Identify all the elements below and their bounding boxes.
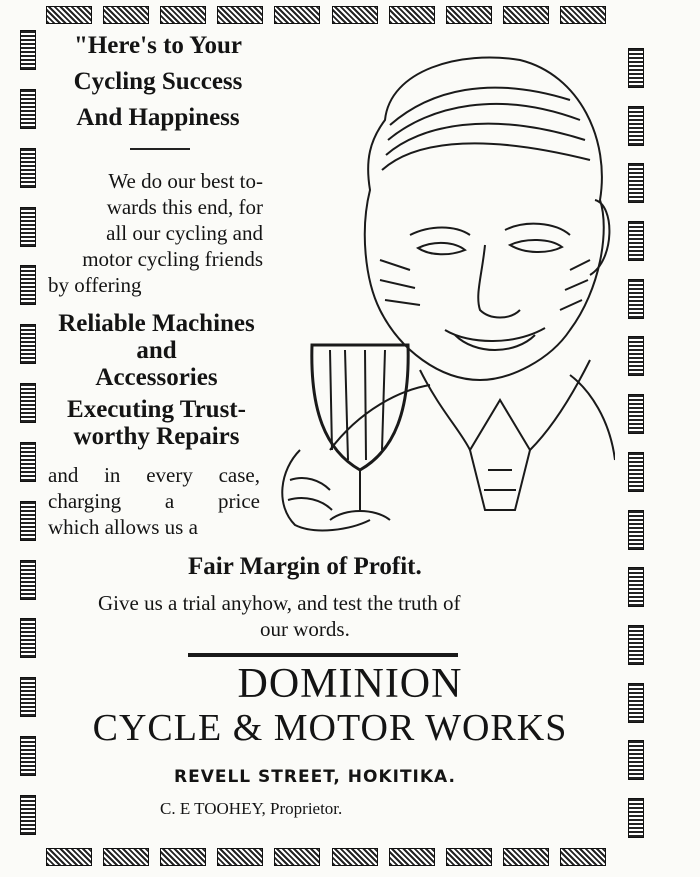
offer-line: and [136, 337, 177, 364]
headline [48, 28, 268, 136]
headline-line: And Happiness [76, 104, 240, 131]
headline-rule [130, 148, 190, 150]
offer-line: Executing Trust- [67, 396, 246, 423]
trial-text [98, 590, 588, 642]
intro-text [48, 168, 263, 298]
offer-line: worthy Repairs [73, 423, 240, 450]
business-name-line: CYCLE & MOTOR WORKS [92, 707, 568, 749]
business-name [40, 662, 620, 750]
intro-line: wards this end, for [106, 195, 263, 219]
intro-line: all our cycling and [106, 221, 263, 245]
offer-line: Reliable Machines [58, 310, 255, 337]
left-border [20, 30, 34, 835]
price-line: charging a price [48, 489, 260, 513]
price-line: and in every case, [48, 463, 260, 487]
address-text: REVELL STREET, HOKITIKA. [174, 767, 456, 787]
intro-line: by offering [48, 273, 142, 297]
offer-line: Accessories [95, 364, 218, 391]
fair-margin-text: Fair Margin of Profit. [188, 553, 422, 580]
headline-line: "Here's to Your [73, 32, 243, 59]
headline-line: Cycling Success [73, 68, 243, 95]
top-border [46, 6, 606, 22]
business-name-line: DOMINION [237, 661, 463, 707]
man-raising-glass-illustration [270, 30, 615, 545]
intro-line: motor cycling friends [82, 247, 263, 271]
offer-machines [44, 310, 269, 391]
offer-repairs [44, 396, 269, 450]
intro-line: We do our best to- [108, 169, 263, 193]
price-line: which allows us a [48, 515, 198, 539]
trial-line: our words. [260, 617, 350, 641]
bottom-border [46, 848, 606, 864]
price-text [48, 462, 260, 540]
right-border [628, 48, 642, 838]
divider-rule [188, 653, 458, 657]
proprietor-text: C. E TOOHEY, Proprietor. [160, 799, 343, 818]
trial-line: Give us a trial anyhow, and test the truth of [98, 591, 461, 615]
